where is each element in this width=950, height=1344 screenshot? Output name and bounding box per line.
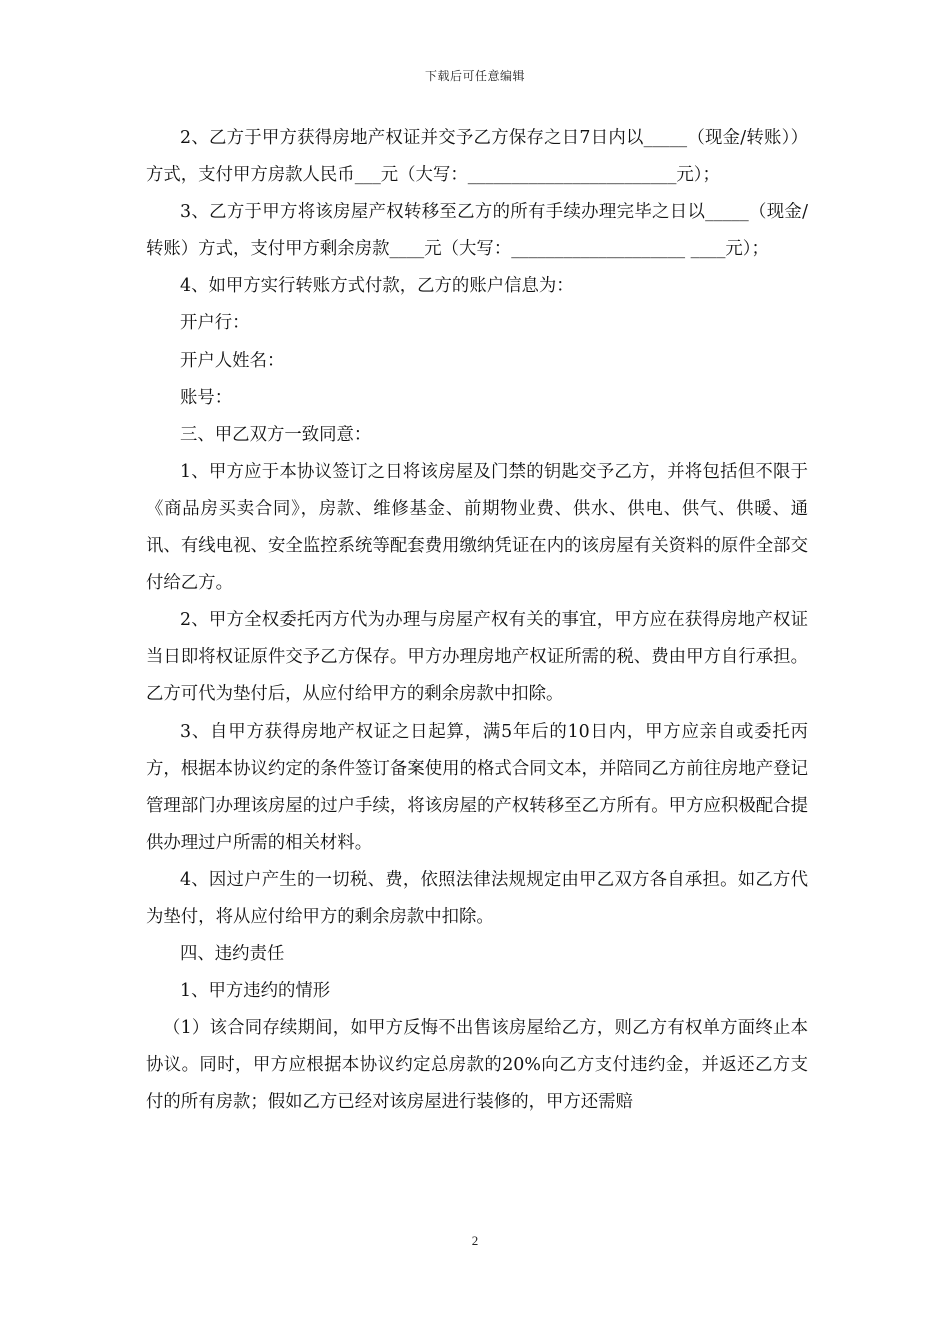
page-header: 下载后可任意编辑	[424, 69, 525, 83]
paragraph-payment-clause-2: 2、乙方于甲方获得房地产权证并交予乙方保存之日7日内以_____（现金/转账））方式，支付甲方房款人民币___元（大写：________________________元）；	[146, 128, 808, 186]
paragraph-agreement-clause-4: 4、因过户产生的一切税、费，依照法律法规规定由甲乙双方各自承担。如乙方代为垫付，将从应付给甲方的剩余房款中扣除。	[146, 869, 808, 927]
document-body	[146, 120, 808, 1122]
paragraph-agreement-clause-2: 2、甲方全权委托丙方代为办理与房屋产权有关的事宜，甲方应在获得房地产权证当日即将权证原件交予乙方保存。甲方办理房地产权证所需的税、费由甲方自行承担。乙方可代为垫付后，从应付给甲方的剩余房款中扣除。	[146, 610, 808, 705]
field-account-number: 账号：	[180, 387, 233, 408]
page-number: 2	[471, 1233, 479, 1248]
field-account-holder: 开户人姓名：	[180, 350, 285, 371]
paragraph-payment-clause-3: 3、乙方于甲方将该房屋产权转移至乙方的所有手续办理完毕之日以_____（现金/转账）方式，支付甲方剩余房款____元（大写：____________________ ____元）；	[146, 202, 808, 260]
paragraph-payment-clause-4: 4、如甲方实行转账方式付款，乙方的账户信息为：	[180, 276, 574, 297]
subsection-heading-party-a-breach: 1、甲方违约的情形	[180, 981, 331, 1002]
section-heading-agreement: 三、甲乙双方一致同意：	[180, 424, 372, 445]
paragraph-agreement-clause-3: 3、自甲方获得房地产权证之日起算，满5年后的10日内，甲方应亲自或委托丙方，根据本协议约定的条件签订备案使用的格式合同文本，并陪同乙方前往房地产登记管理部门办理该房屋的过户手续，将该房屋的产权转移至乙方所有。甲方应积极配合提供办理过户所需的相关材料。	[146, 721, 808, 853]
section-heading-breach: 四、违约责任	[180, 944, 285, 965]
paragraph-breach-clause-1: （1）该合同存续期间，如甲方反悔不出售该房屋给乙方，则乙方有权单方面终止本协议。同时，甲方应根据本协议约定总房款的20%向乙方支付违约金，并返还乙方支付的所有房款；假如乙方已经对该房屋进行装修的，甲方还需赔	[146, 1018, 808, 1113]
field-bank-name: 开户行：	[180, 313, 250, 334]
paragraph-agreement-clause-1: 1、甲方应于本协议签订之日将该房屋及门禁的钥匙交予乙方，并将包括但不限于《商品房买卖合同》，房款、维修基金、前期物业费、供水、供电、供气、供暖、通讯、有线电视、安全监控系统等配套费用缴纳凭证在内的该房屋有关资料的原件全部交付给乙方。	[146, 461, 808, 594]
